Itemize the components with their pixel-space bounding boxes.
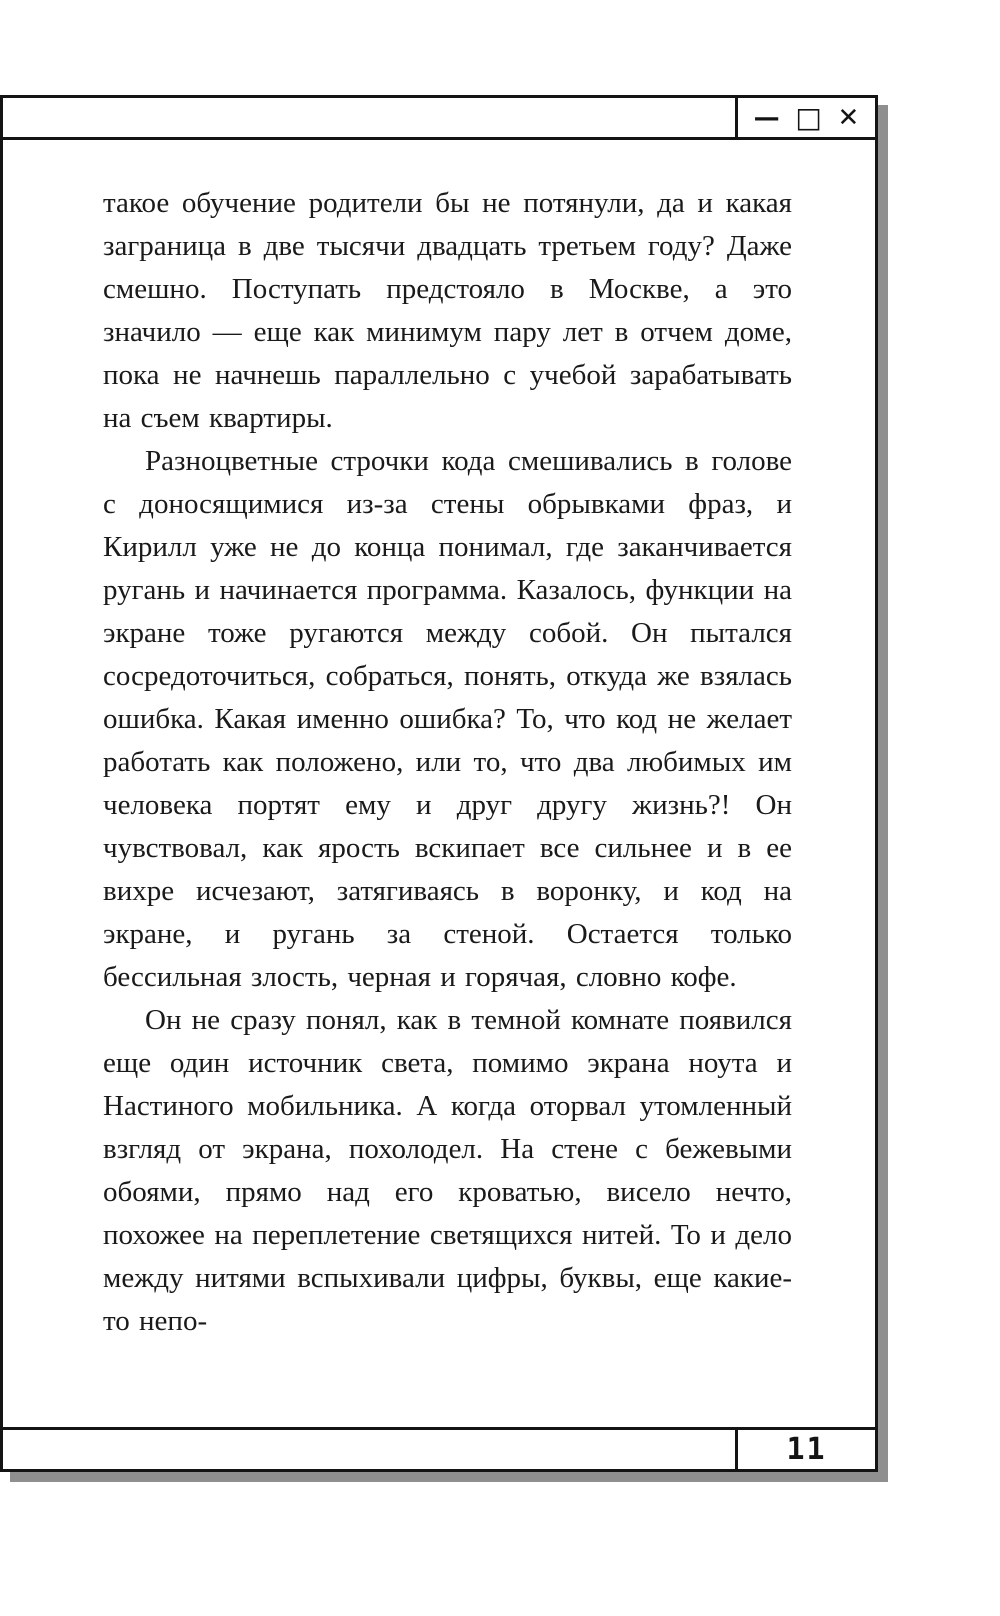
page-number: 11 (735, 1430, 875, 1469)
close-button[interactable]: ✕ (837, 102, 860, 133)
paragraph: такое обучение родители бы не потянули, да и какая заграница в две тысячи двадцать третьем году? Даже смешно. Поступать предстояло в Москве, а это значило — еще как минимум пару лет в отчем доме, пока не начнешь параллельно с учебой зарабатывать на съем квартиры. (103, 187, 792, 434)
titlebar (3, 98, 875, 140)
paragraph: Он не сразу понял, как в темной комнате появился еще один источник света, помимо экрана ноута и Настиного мобильника. А когда оторвал утомленный взгляд от экрана, похолодел. На стене с бежевыми обоями, прямо над его кроватью, висело нечто, похожее на переплетение светящихся нитей. То и дело между нитями вспыхивали цифры, буквы, еще какие-то непо- (103, 1004, 792, 1337)
window-controls (735, 98, 875, 137)
book-page-text (3, 140, 875, 1427)
maximize-button[interactable]: □ (795, 100, 822, 134)
footer (3, 1427, 875, 1469)
paragraph: Разноцветные строчки кода смешивались в голове с доносящимися из-за стены обрывками фраз, и Кирилл уже не до конца понимал, где заканчивается ругань и начинается программа. Казалось, функции на экране тоже ругаются между собой. Он пытался сосредоточиться, собраться, понять, откуда же взялась ошибка. Какая именно ошибка? То, что код не желает работать как положено, или то, что два любимых им человека портят ему и друг другу жизнь?! Он чувствовал, как ярость вскипает все сильнее и в ее вихре исчезают, затягиваясь в воронку, и код на экране, и ругань за стеной. Остается только бессильная злость, черная и горячая, словно кофе. (103, 445, 792, 993)
reader-window (0, 95, 878, 1472)
minimize-button[interactable]: — (753, 102, 780, 133)
